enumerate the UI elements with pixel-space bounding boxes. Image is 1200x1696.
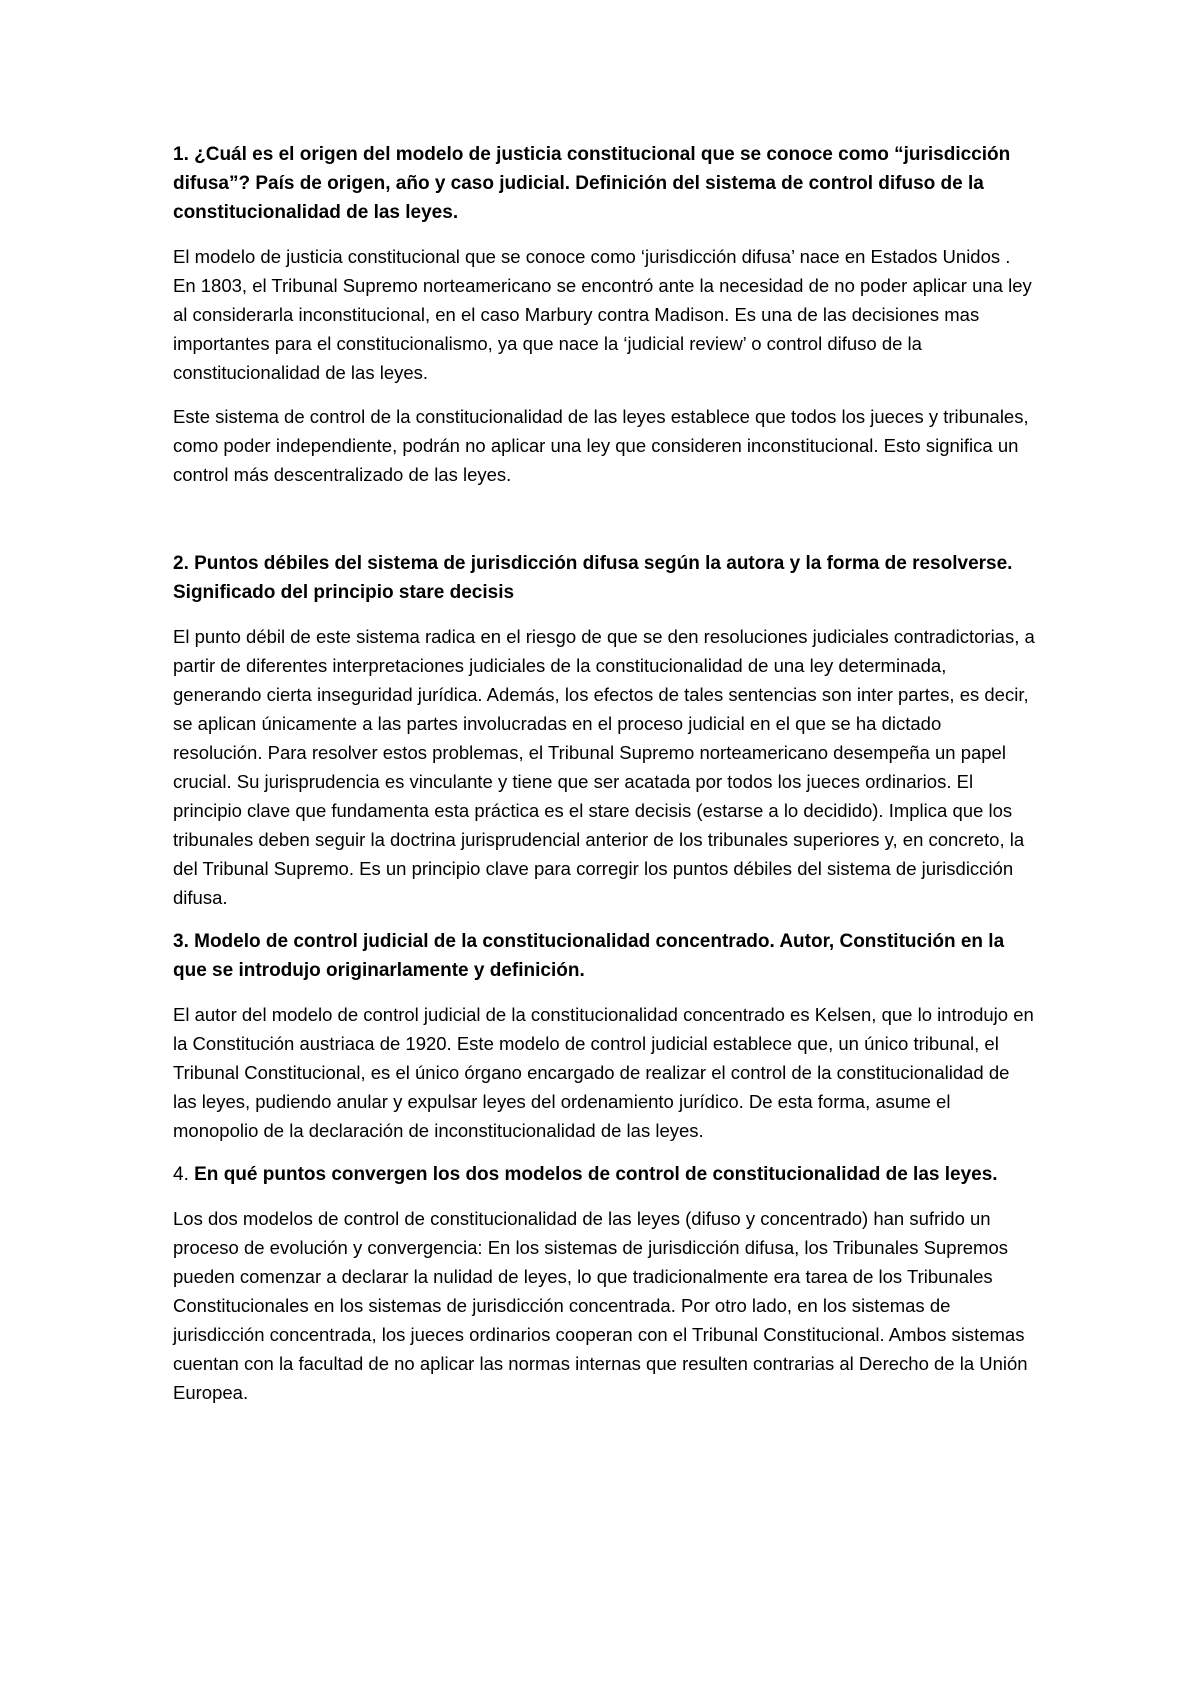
answer-4-paragraph-1: Los dos modelos de control de constitucionalidad de las leyes (difuso y concentrado) han sufrido un proceso de evolución y convergencia: En los sistemas de jurisdicción difusa, los Tribunales Supremos pueden comenzar a declarar la nulidad de leyes, lo que tradicionalmente era tarea de los Tribunales Constitucionales en los sistemas de jurisdicción concentrada. Por otro lado, en los sistemas de jurisdicción concentrada, los jueces ordinarios cooperan con el Tribunal Constitucional. Ambos sistemas cuentan con la facultad de no aplicar las normas internas que resulten contrarias al Derecho de la Unión Europea. xyxy=(173,1208,1028,1403)
section-1 xyxy=(173,140,1035,489)
answer-1-paragraph-1: El modelo de justicia constitucional que se conoce como ‘jurisdicción difusa’ nace en Estados Unidos . En 1803, el Tribunal Supremo norteamericano se encontró ante la necesidad de no poder aplicar una ley al considerarla inconstitucional, en el caso Marbury contra Madison. Es una de las decisiones mas importantes para el constitucionalismo, ya que nace la ‘judicial review’ o control difuso de la constitucionalidad de las leyes. xyxy=(173,246,1032,383)
answer-2-paragraph-1: El punto débil de este sistema radica en el riesgo de que se den resoluciones judiciales contradictorias, a partir de diferentes interpretaciones judiciales de la constitucionalidad de una ley determinada, generando cierta inseguridad jurídica. Además, los efectos de tales sentencias son inter partes, es decir, se aplican únicamente a las partes involucradas en el proceso judicial en el que se ha dictado resolución. Para resolver estos problemas, el Tribunal Supremo norteamericano desempeña un papel crucial. Su jurisprudencia es vinculante y tiene que ser acatada por todos los jueces ordinarios. El principio clave que fundamenta esta práctica es el stare decisis (estarse a lo decidido). Implica que los tribunales deben seguir la doctrina jurisprudencial anterior de los tribunales superiores y, en concreto, la del Tribunal Supremo. Es un principio clave para corregir los puntos débiles del sistema de jurisdicción difusa. xyxy=(173,626,1035,908)
question-4-text: En qué puntos convergen los dos modelos de control de constitucionalidad de las leyes. xyxy=(188,1164,998,1185)
answer-1-paragraph-2: Este sistema de control de la constitucionalidad de las leyes establece que todos los jueces y tribunales, como poder independiente, podrán no aplicar una ley que consideren inconstitucional. Esto significa un control más descentralizado de las leyes. xyxy=(173,406,1029,485)
question-4-heading xyxy=(173,1160,1035,1189)
section-4 xyxy=(173,1160,1035,1407)
answer-3-paragraph-1: El autor del modelo de control judicial de la constitucionalidad concentrado es Kelsen, que lo introdujo en la Constitución austriaca de 1920. Este modelo de control judicial establece que, un único tribunal, el Tribunal Constitucional, es el único órgano encargado de realizar el control de la constitucionalidad de las leyes, pudiendo anular y expulsar leyes del ordenamiento jurídico. De esta forma, asume el monopolio de la declaración de inconstitucionalidad de las leyes. xyxy=(173,1004,1034,1141)
question-1-heading: 1. ¿Cuál es el origen del modelo de justicia constitucional que se conoce como “jurisdicción difusa”? País de origen, año y caso judicial. Definición del sistema de control difuso de la constitucionalidad de las leyes. xyxy=(173,144,1011,223)
question-3-heading: 3. Modelo de control judicial de la constitucionalidad concentrado. Autor, Constitución en la que se introdujo originarlamente y definición. xyxy=(173,931,1005,981)
question-4-number: 4. xyxy=(173,1164,189,1185)
question-2-heading: 2. Puntos débiles del sistema de jurisdicción difusa según la autora y la forma de resolverse. Significado del principio stare decisis xyxy=(173,553,1013,603)
document-body xyxy=(173,140,1035,1407)
section-2 xyxy=(173,549,1035,912)
section-3 xyxy=(173,927,1035,1145)
